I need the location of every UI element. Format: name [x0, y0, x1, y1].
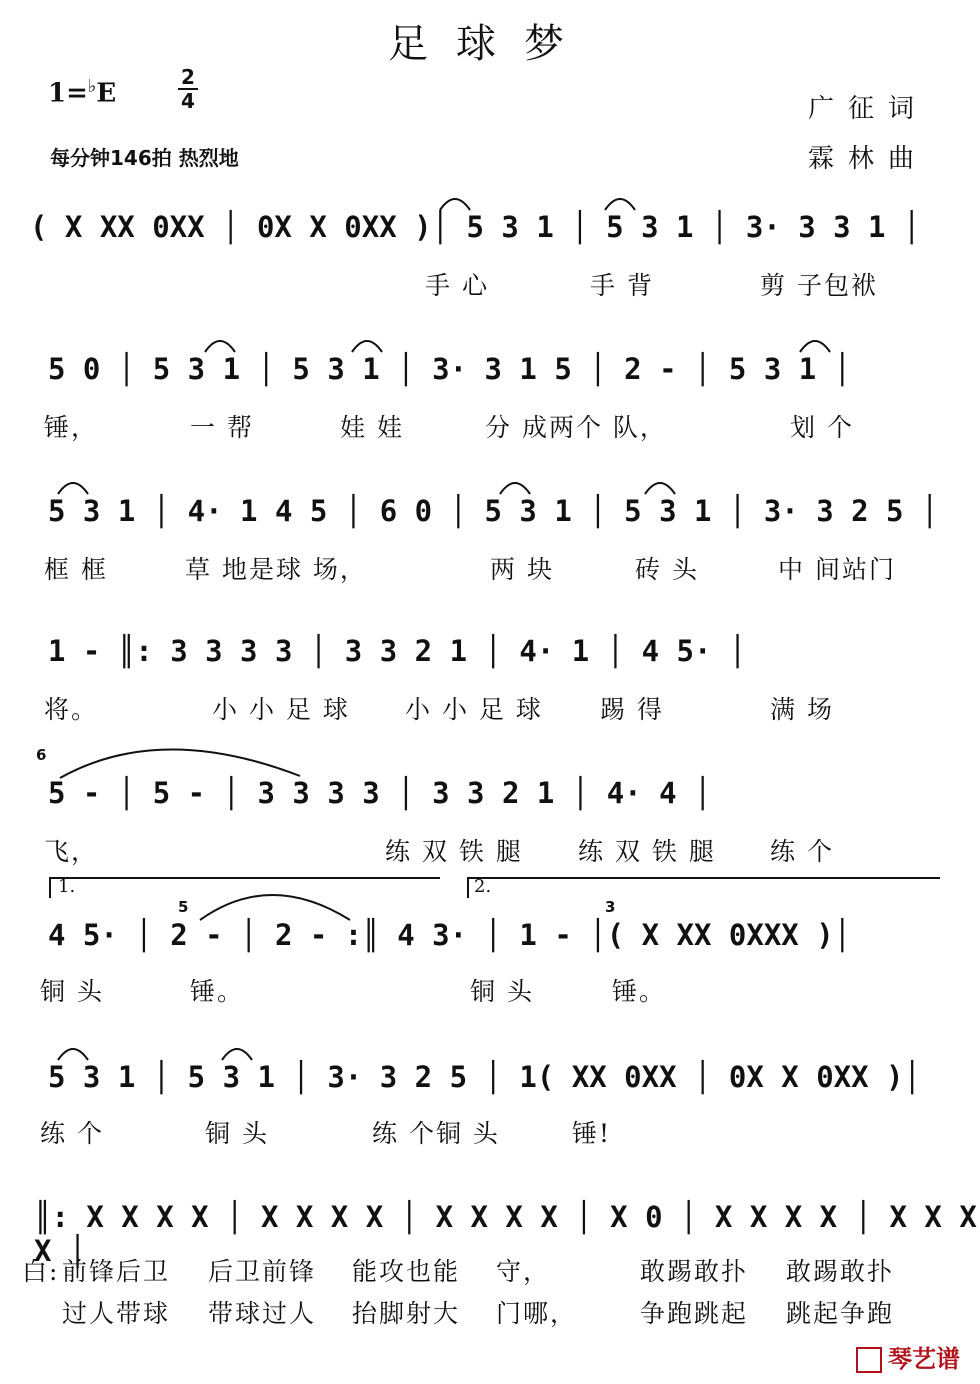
lyric-segment: 分 成两个 队， [485, 413, 667, 442]
lyric-segment: 锤。 [612, 977, 667, 1006]
notation-line: 1 - ║: 3 3 3 3 │ 3 3 2 1 │ 4· 1 │ 4 5· │ [48, 634, 747, 668]
second-ending-label: 2. [474, 876, 492, 897]
flat-sign: ♭ [87, 76, 97, 97]
key-label: 1= [48, 78, 88, 109]
slur [222, 1049, 252, 1060]
lyric-segment: 小 小 足 球 [405, 695, 543, 724]
lyric-segment: 锤! [572, 1119, 612, 1148]
lyric-segment: 铜 头 [470, 977, 534, 1006]
slur [205, 341, 235, 352]
lyric-segment: 踢 得 [600, 695, 664, 724]
meter-top: 2 [181, 65, 195, 89]
lyric-segment: 剪 子包袱 [760, 271, 878, 300]
lyricist-credit: 广征词 [807, 94, 928, 124]
lyric-segment: 练 双 铁 腿 [385, 837, 523, 866]
notation-line: 5 - │ 5 - │ 3 3 3 3 │ 3 3 2 1 │ 4· 4 │ [48, 776, 712, 810]
lyric-segment: 敢踢敢扑 [640, 1257, 749, 1286]
notation-line: 5 3 1 │ 5 3 1 │ 3· 3 2 5 │ 1( XX 0XX │ 0X X 0XX )│ [48, 1060, 921, 1094]
notation-line: 4 5· │ 2 - │ 2 - :║ 4 3· │ 1 - │( X XX 0XXX )│ [48, 918, 852, 952]
second-ending-bracket [468, 878, 940, 898]
lyric-segment: 练 个 [40, 1119, 104, 1148]
slur [58, 483, 88, 494]
lyric-segment: 小 小 足 球 [212, 695, 350, 724]
notation-line: ║: X X X X │ X X X X │ X X X X │ X 0 │ X X X X │ X X X X │ [34, 1200, 977, 1268]
lyric-segment: 满 场 [770, 695, 834, 724]
lyric-segment: 划 个 [790, 413, 854, 442]
first-ending-bracket [50, 878, 440, 898]
first-ending-label: 1. [58, 876, 76, 897]
lyric-segment: 带球过人 [208, 1299, 317, 1328]
time-signature [178, 66, 198, 112]
lyric-segment: 手 心 [425, 271, 489, 300]
notation-line: 5 3 1 │ 4· 1 4 5 │ 6 0 │ 5 3 1 │ 5 3 1 │ 3· 3 2 5 │ [48, 494, 939, 528]
lyric-segment: 过人带球 [62, 1299, 171, 1328]
lyric-segment: 跳起争跑 [786, 1299, 895, 1328]
meter-bottom: 4 [178, 88, 198, 112]
lyric-segment: 草 地是球 场， [185, 555, 367, 584]
notation-line: ( X XX 0XX │ 0X X 0XX )│ 5 3 1 │ 5 3 1 │ 3· 3 3 1 │ [30, 210, 921, 244]
lyric-segment: 能攻也能 [352, 1257, 461, 1286]
composer-credit: 霖林曲 [807, 144, 928, 174]
key-note: E [96, 78, 117, 109]
lyric-segment: 守， [496, 1257, 551, 1286]
slur [440, 199, 470, 210]
lyric-segment: 抬脚射大 [352, 1299, 461, 1328]
lyric-segment: 争跑跳起 [640, 1299, 749, 1328]
lyric-segment: 一 帮 [190, 413, 254, 442]
lyric-segment: 前锋后卫 [62, 1257, 171, 1286]
lyric-segment: 将。 [44, 695, 99, 724]
slur [605, 199, 635, 210]
lyric-segment: 飞， [44, 837, 99, 866]
slur [352, 341, 382, 352]
lyric-segment: 铜 头 [205, 1119, 269, 1148]
grace-note: 6 [36, 746, 47, 764]
lyric-segment: 练 个铜 头 [372, 1119, 500, 1148]
tempo-marking: 每分钟146拍 热烈地 [50, 146, 239, 170]
lyric-segment: 后卫前锋 [208, 1257, 317, 1286]
lyric-segment: 锤。 [190, 977, 245, 1006]
lyric-segment: 敢踢敢扑 [786, 1257, 895, 1286]
lyric-segment: 手 背 [590, 271, 654, 300]
slur [800, 341, 830, 352]
notation-line: 5 0 │ 5 3 1 │ 5 3 1 │ 3· 3 1 5 │ 2 - │ 5 3 1 │ [48, 352, 852, 386]
grace-note: 3 [605, 898, 616, 916]
watermark [856, 1339, 960, 1374]
slur [58, 1049, 88, 1060]
key-signature [48, 76, 116, 109]
lyric-segment: 两 块 [490, 555, 554, 584]
lyric-segment: 框 框 [44, 555, 108, 584]
slur [500, 483, 530, 494]
lyric-segment: 锤， [44, 413, 99, 442]
lyric-segment: 练 双 铁 腿 [578, 837, 716, 866]
tie [60, 749, 300, 778]
lyric-segment: 铜 头 [40, 977, 104, 1006]
watermark-text: 琴艺谱 [888, 1345, 960, 1373]
grace-note: 5 [178, 898, 189, 916]
lyric-segment: 砖 头 [635, 555, 699, 584]
lyric-segment: 娃 娃 [340, 413, 404, 442]
tie [200, 895, 350, 920]
logo-icon [856, 1347, 882, 1373]
lyric-segment: 门哪， [496, 1299, 578, 1328]
lyric-segment: 中 间站门 [778, 555, 896, 584]
slur [645, 483, 675, 494]
page-title: 足球梦 [388, 21, 592, 67]
spoken-label: 白: [22, 1257, 60, 1286]
lyric-segment: 练 个 [770, 837, 834, 866]
